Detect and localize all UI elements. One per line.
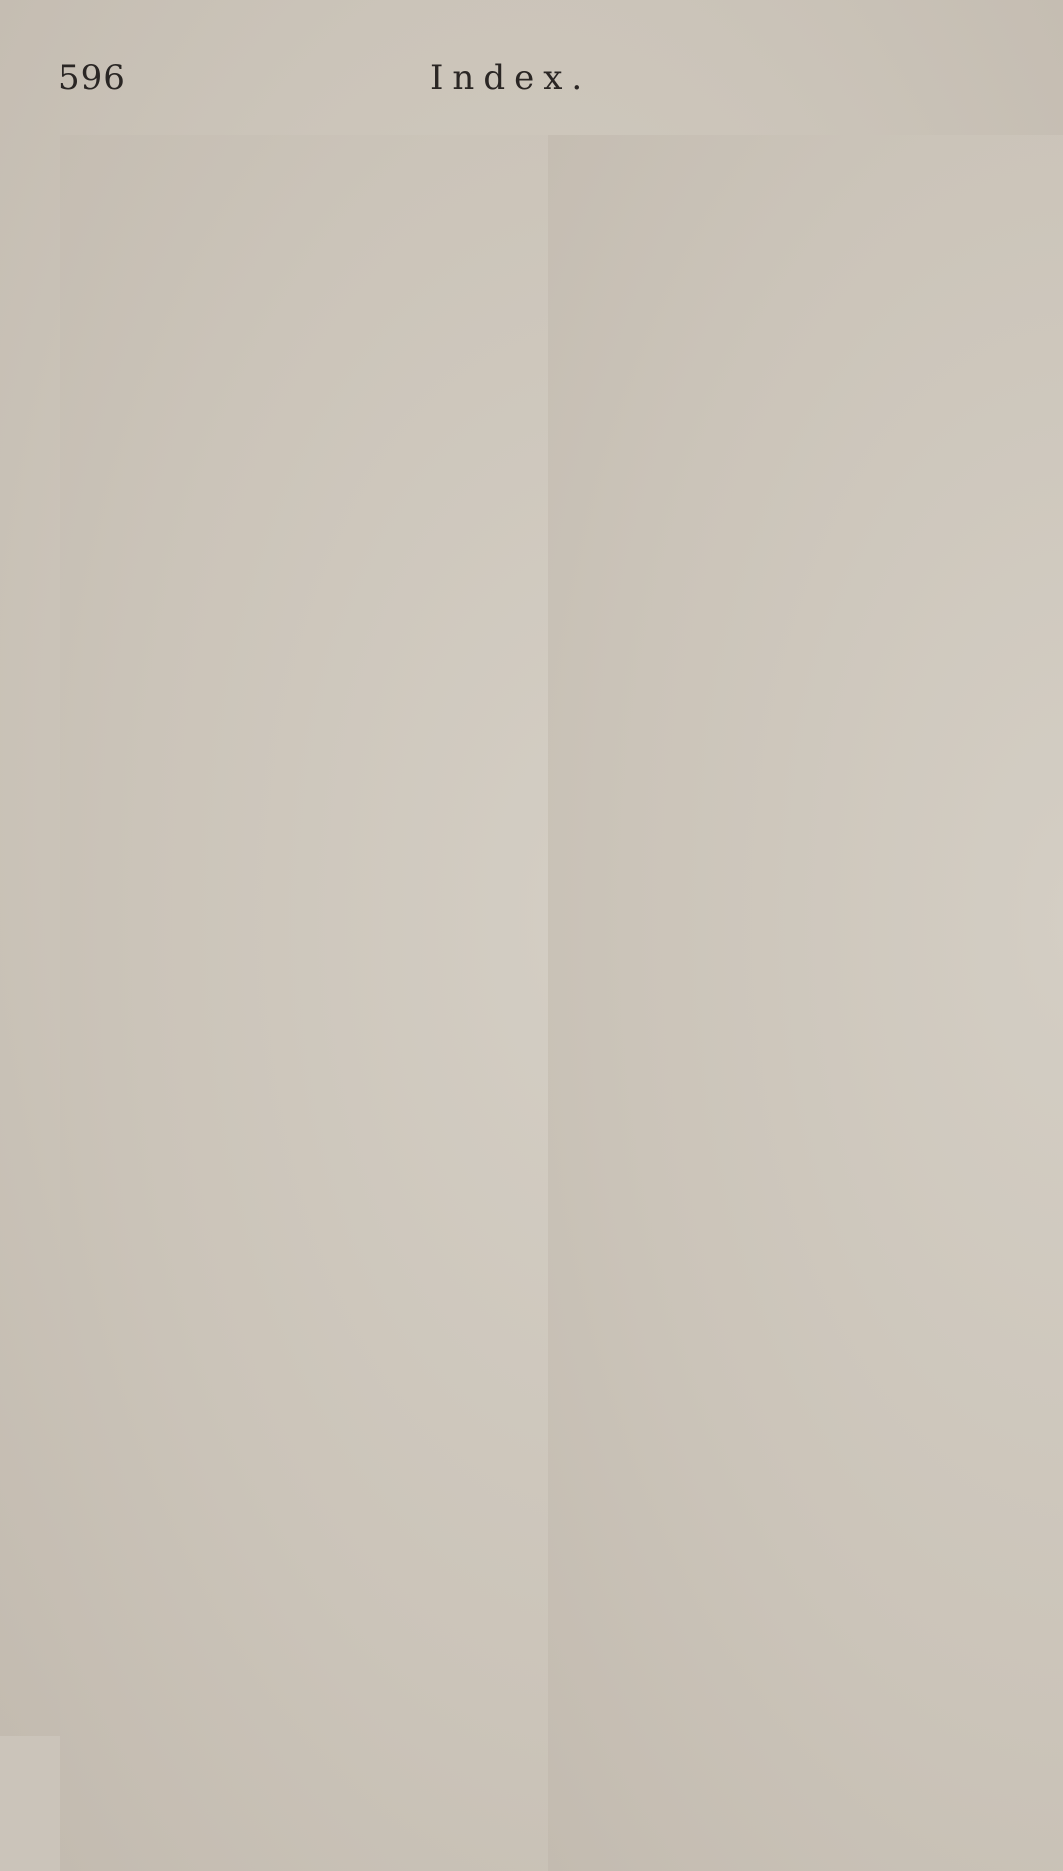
entry-list bbox=[60, 179, 515, 1548]
right-column bbox=[548, 135, 1008, 1539]
entry-list-collema bbox=[548, 1428, 1008, 1539]
index-entry bbox=[60, 1511, 515, 1548]
left-column bbox=[60, 135, 515, 1548]
page-number: 596 bbox=[58, 58, 126, 98]
entry-page-number bbox=[548, 135, 1063, 1871]
index-entry bbox=[548, 1502, 1008, 1539]
page-header bbox=[0, 58, 1063, 108]
running-head-title: Index. bbox=[430, 58, 592, 98]
